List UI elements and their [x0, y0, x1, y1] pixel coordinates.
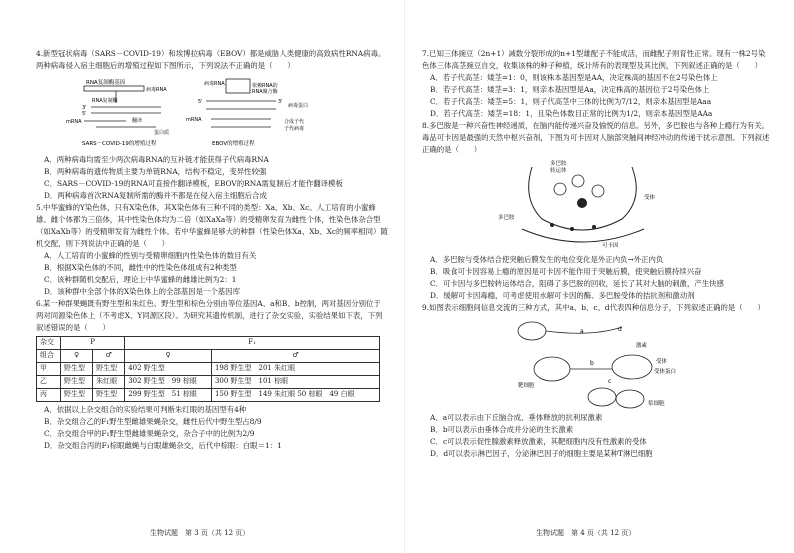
table-cell: 野生型 — [61, 375, 93, 388]
option[interactable]: A．a可以表示由下丘脑合成、垂体释放的抗利尿激素 — [430, 412, 603, 422]
table-cell: 299 野生型 51 棕眼 — [125, 388, 212, 401]
fig-label: 可卡因 — [602, 242, 619, 249]
table-header: F₁ — [125, 336, 380, 349]
fig-caption-ebov: EBOV的增殖过程 — [212, 140, 255, 147]
table-row — [37, 388, 380, 401]
option[interactable]: A．若子代高茎：矮茎=1：0，则该株本基因型是AA，决定株高的基因不在2号染色体上 — [430, 72, 718, 82]
page-footer-left: 生物试题 第 3 页（共 12 页） — [150, 529, 250, 537]
table-header: ♀ — [125, 349, 212, 362]
question-6-stem: 6.某一种群果蝇既有野生型和朱红色、野生型和棕色分别由等位基因A、a和B、b控制，两对基因分别位于两对同源染色体上（不考虑X、Y同源区段）。为研究其遗传机制，进行了杂交实验，实验结果如下表，下列叙述错误的是（ ） — [36, 298, 383, 332]
fig-label: 病毒RNA — [146, 86, 167, 93]
fig-label: 多巴胺 — [498, 214, 515, 221]
option[interactable]: A．人工培育的小蜜蜂的性别与受精卵细胞内性染色体的数目有关 — [44, 250, 257, 260]
option[interactable]: B．吸食可卡因容易上瘾的原因是可卡因不能作用于突触后膜，使突触后膜持续兴奋 — [430, 266, 702, 276]
table-cell: 302 野生型 99 棕眼 — [125, 375, 212, 388]
question-7-stem: 7.已知三体豌豆（2n+1）减数分裂形成的n+1型雄配子不能成活，而雌配子则育性正常。现有一株2号染色体三体高茎豌豆自交，收集该株的种子种植，统计所有的表现型及其比例，下列叙述正确的是（ ） — [422, 49, 766, 70]
fig-label: mRNA — [186, 116, 202, 123]
option[interactable]: D．两种病毒首次RNA复制所需的酶并不都是在侵入宿主细胞后合成 — [44, 190, 267, 200]
table-cell: 野生型 — [61, 362, 93, 375]
right-page — [422, 0, 770, 553]
fig-label: RNA聚合酶 — [252, 88, 278, 95]
option[interactable]: C．杂交组合甲的F₁野生型雌雄果蝇杂交，杂合子中的比例为2/9 — [44, 428, 255, 438]
option[interactable]: C．该种群随机交配后，理论上中华蜜蜂的雌雄比例为2：1 — [44, 274, 237, 284]
table-cell: 野生型 — [93, 388, 125, 401]
option[interactable]: A．两种病毒均需至少两次病毒RNA的互补链才能获得子代病毒RNA — [44, 154, 269, 164]
virus-replication-diagram — [36, 75, 376, 151]
option[interactable]: D．杂交组合丙的F₁棕眼雌蝇与白眼雄蝇杂交，后代中棕眼：白眼＝1：1 — [44, 440, 282, 450]
fig-label: 受体 — [656, 358, 668, 365]
synapse-diagram — [422, 159, 762, 251]
fig-label: 靶细胞 — [518, 382, 535, 389]
option[interactable]: D．d可以表示淋巴因子，分泌淋巴因子的细胞主要是某种T淋巴细胞 — [430, 448, 653, 458]
question-9-figure — [422, 317, 770, 409]
question-8-figure — [422, 159, 770, 251]
table-cell: 402 野生型 — [125, 362, 212, 375]
question-8-stem: 8.多巴胺是一种兴奋性神经递质，在脑内能传递兴奋及愉悦的信息。另外，多巴胺也与各种上瘾行为有关。毒品可卡因是最强的天然中枢兴奋剂，下图为可卡因对人脑部突触间神经冲动的传递干扰示意图。下列叙述正确的是（ ） — [422, 120, 770, 154]
fig-label: 3' — [278, 98, 283, 105]
page-gutter — [404, 0, 405, 553]
fig-label: 病毒蛋白 — [288, 102, 309, 109]
fig-caption-sars: SARS－COVID-19的增殖过程 — [82, 140, 157, 147]
fig-label: 病毒RNA — [204, 80, 225, 87]
question-5-stem: 5.中华蜜蜂的Y染色体，只有X染色体，其X染色体有三种不同的类型：Xa、Xb、Xc。人工培育的小蜜蜂雄、雌个体都为三倍体，其中性染色体均为二倍（如XaXa等）的受精卵发育为雌性个体，性染色体杂合型（如XaXb等）的受精卵发育为雌性个体。若中华蜜蜂是够大的种群（性染色体Xa、Xb、Xc的频率相同）随机交配，则下列说法中正确的是（ ） — [36, 202, 388, 248]
option[interactable]: D．该种群中全部个体的X染色体上的全部基因是一个基因库 — [44, 286, 240, 296]
fig-label: RNA复制酶基因 — [86, 79, 126, 86]
option[interactable]: A．依据以上杂交组合的实验结果可判断朱红眼的基因型有4种 — [44, 404, 247, 414]
cross-table — [36, 336, 380, 402]
table-cell: 朱红眼 — [93, 375, 125, 388]
fig-label: mRNA — [66, 118, 82, 125]
fig-label: 3' — [82, 104, 87, 111]
fig-label: c — [608, 377, 612, 385]
fig-label: 翻译 — [132, 117, 143, 124]
fig-label: a — [580, 327, 584, 335]
option[interactable]: A．多巴胺与受体结合使突触后膜发生的电位变化是外正内负→外正内负 — [430, 254, 664, 264]
fig-label: 激素 — [636, 342, 648, 349]
option[interactable]: B．根据X染色体的不同，雌性中的性染色体组成有2种类型 — [44, 262, 237, 272]
table-cell: 野生型 — [93, 362, 125, 375]
table-header: ♂ — [93, 349, 125, 362]
table-cell: 300 野生型 101 棕眼 — [211, 375, 379, 388]
fig-label: 受体蛋白 — [654, 368, 677, 375]
table-cell: 198 野生型 201 朱红眼 — [211, 362, 379, 375]
option[interactable]: D．缓解可卡因毒瘾，可考虑使用水解可卡因的酶、多巴胺受体的拮抗剂和激动剂 — [430, 290, 695, 300]
fig-label: 5' — [82, 110, 87, 117]
fig-label: 多巴胺 — [550, 160, 567, 167]
cell-signaling-diagram — [422, 317, 762, 409]
fig-label: 浆细胞 — [648, 400, 665, 407]
left-page — [36, 0, 388, 553]
option[interactable]: D．若子代高茎：矮茎=18：1，且染色体数目正常的比例为1/2，则亲本基因型是AAa — [430, 108, 713, 118]
option[interactable]: B．两种病毒的遗传物质主要为单链RNA，结构不稳定，变异性较强 — [44, 166, 267, 176]
fig-label: 子代病毒 — [284, 125, 305, 132]
table-header: P — [61, 336, 125, 349]
fig-label: b — [590, 359, 594, 367]
table-row — [37, 375, 380, 388]
page-footer-right: 生物试题 第 4 页（共 12 页） — [536, 529, 636, 537]
table-cell: 150 野生型 149 朱红眼 50 棕眼 49 白眼 — [211, 388, 379, 401]
question-9-stem: 9.如图表示细胞间信息交流的三种方式，其中a、b、c、d代表四种信息分子，下列叙述正确的是（ ） — [422, 302, 765, 312]
question-4-figure — [36, 75, 388, 151]
fig-label: 5' — [198, 98, 203, 105]
option[interactable]: C．可卡因与多巴胺转运体结合，阻碍了多巴胺的回收，延长了其对大脑的刺激，产生快感 — [430, 278, 724, 288]
option[interactable]: C．若子代高茎：矮茎=5：1，则子代高茎中三体的比例为7/12，则亲本基因型是Aaa — [430, 96, 712, 106]
fig-label: 依赖RNA的 — [252, 82, 278, 89]
table-header: ♂ — [211, 349, 379, 362]
table-cell: 乙 — [37, 375, 61, 388]
table-cell: 野生型 — [61, 388, 93, 401]
fig-label: 蛋白质 — [154, 129, 170, 136]
fig-label: 合成子代 — [284, 118, 305, 125]
fig-label: 转运体 — [550, 167, 567, 174]
table-row — [37, 362, 380, 375]
fig-label: 受体 — [644, 194, 656, 201]
table-header: 杂交 — [37, 336, 61, 349]
option[interactable]: B．杂交组合乙的F₁野生型雌雄果蝇杂交，雌性后代中野生型占8/9 — [44, 416, 262, 426]
table-header: 组合 — [37, 349, 61, 362]
fig-label: RNA复制酶 — [92, 97, 118, 104]
table-cell: 丙 — [37, 388, 61, 401]
option[interactable]: B．若子代高茎：矮茎=3：1，则亲本基因型是Aa，决定株高的基因位于2号染色体上 — [430, 84, 710, 94]
table-cell: 甲 — [37, 362, 61, 375]
option[interactable]: C．c可以表示促性腺激素释放激素，其靶细胞内没有性激素的受体 — [430, 436, 647, 446]
question-4-stem: 4.新型冠状病毒（SARS－COVID-19）和埃博拉病毒（EBOV）都是威胁人类健康的高致病性RNA病毒。两种病毒侵入宿主细胞后的增殖过程如下图所示，下列说法不正确的是（ ） — [36, 49, 386, 70]
option[interactable]: B．b可以表示由垂体合成并分泌的生长激素 — [430, 424, 574, 434]
option[interactable]: C．SARS－COVID-19的RNA可直接作翻译模板，EBOV的RNA需复制后才能作翻译模板 — [44, 178, 343, 188]
table-header: ♀ — [61, 349, 93, 362]
fig-label: d — [618, 325, 622, 333]
